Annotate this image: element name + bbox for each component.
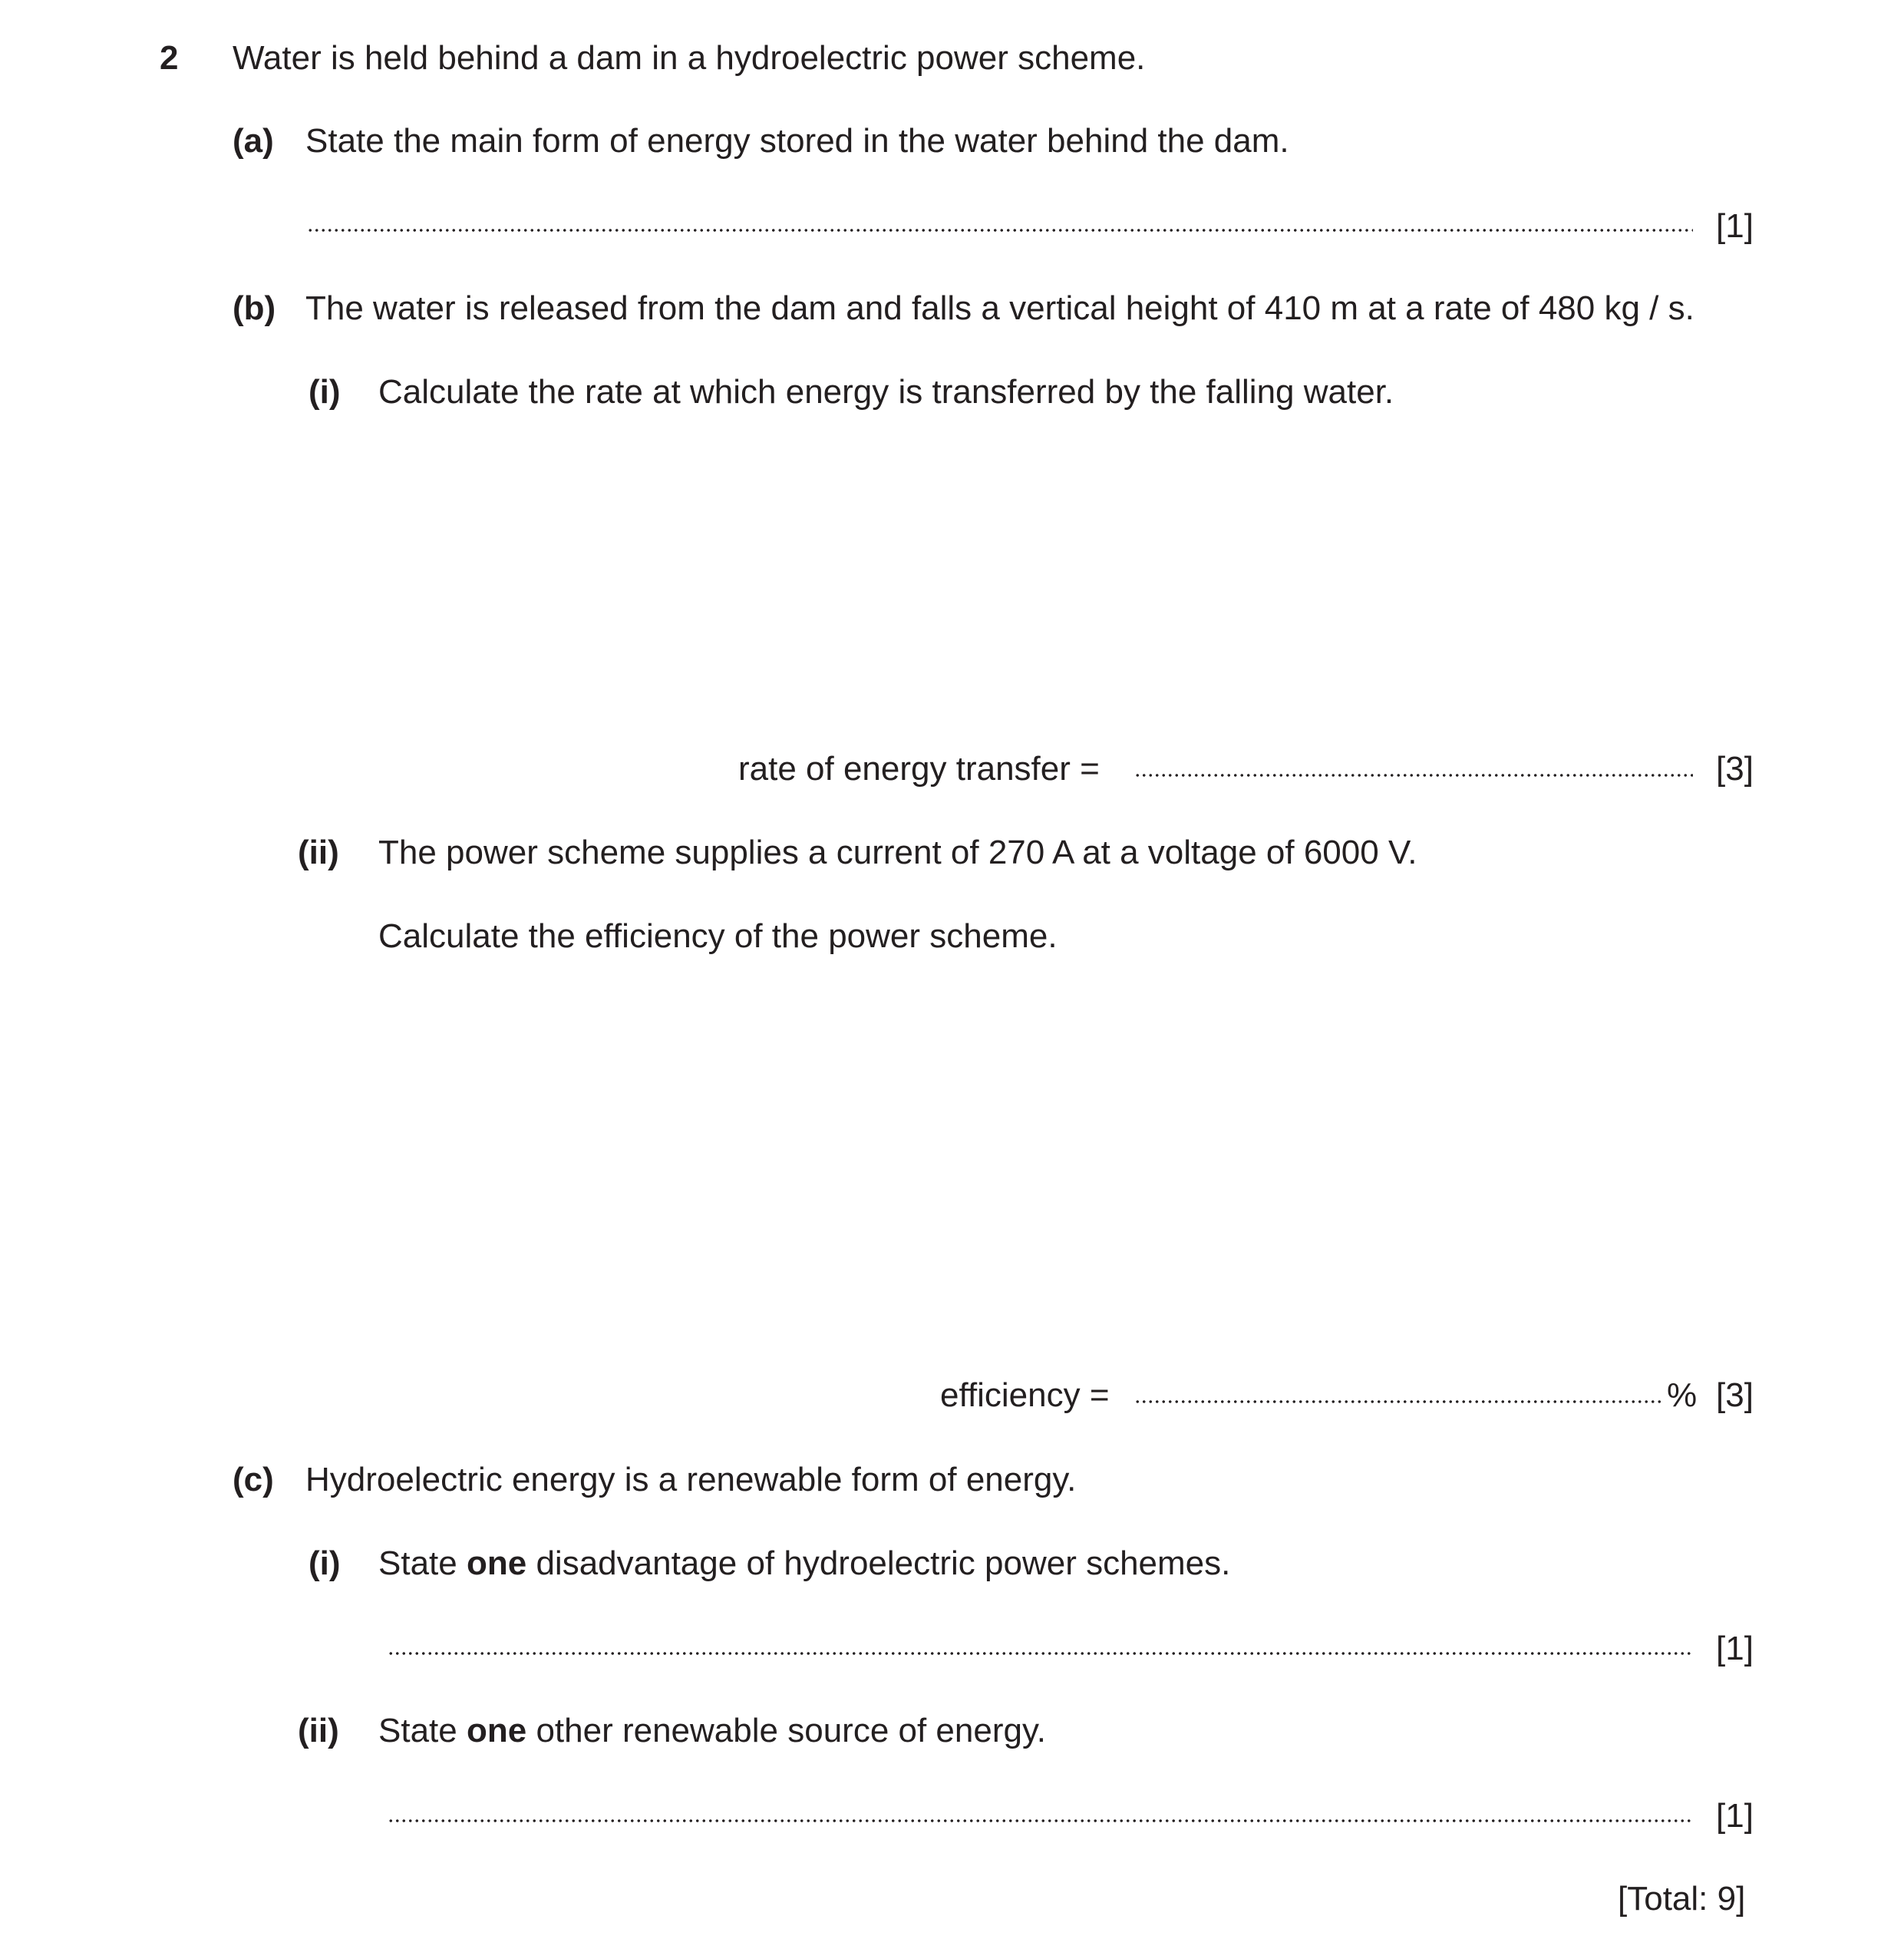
part-b-text: The water is released from the dam and falls a vertical height of 410 m at a rate of 480 kg / s. — [305, 289, 1694, 327]
part-c-i-text-after: disadvantage of hydroelectric power schemes. — [536, 1544, 1231, 1582]
question-total: [Total: 9] — [1618, 1880, 1746, 1918]
part-c-ii-text — [378, 1714, 1046, 1748]
part-b-ii-text2: Calculate the efficiency of the power scheme. — [378, 917, 1058, 955]
part-c-i-answer-line[interactable] — [388, 1652, 1693, 1655]
part-c-ii-emphasis: one — [466, 1712, 527, 1749]
part-a-text: State the main form of energy stored in the water behind the dam. — [305, 122, 1289, 160]
part-c-text: Hydroelectric energy is a renewable form of energy. — [305, 1461, 1077, 1498]
part-b-i-text: Calculate the rate at which energy is transferred by the falling water. — [378, 373, 1394, 411]
part-c-i-label: (i) — [309, 1544, 341, 1582]
question-stem: Water is held behind a dam in a hydroelectric power scheme. — [233, 39, 1146, 77]
part-c-i-marks: [1] — [1716, 1630, 1754, 1667]
part-c-ii-label: (ii) — [298, 1712, 339, 1749]
part-c-label: (c) — [233, 1461, 274, 1498]
part-c-ii-text-after: other renewable source of energy. — [536, 1712, 1046, 1749]
part-b-ii-marks: [3] — [1716, 1376, 1754, 1414]
part-a-answer-line[interactable] — [307, 229, 1693, 232]
part-c-i-text — [378, 1544, 1231, 1582]
part-b-ii-label: (ii) — [298, 834, 339, 871]
part-c-ii-marks: [1] — [1716, 1797, 1754, 1835]
part-c-ii-answer-line[interactable] — [388, 1819, 1693, 1822]
part-b-ii-text: The power scheme supplies a current of 270 A at a voltage of 6000 V. — [378, 834, 1417, 871]
part-b-i-answer-line[interactable] — [1134, 774, 1693, 777]
part-b-i-answer-label: rate of energy transfer = — [738, 750, 1100, 788]
part-b-ii-answer-line[interactable] — [1134, 1400, 1664, 1403]
part-c-i-text-before: State — [378, 1544, 457, 1582]
part-b-ii-answer-label: efficiency = — [940, 1376, 1110, 1414]
part-b-i-marks: [3] — [1716, 750, 1754, 788]
part-b-i-label: (i) — [309, 373, 341, 411]
part-a-label: (a) — [233, 122, 274, 160]
part-b-label: (b) — [233, 289, 276, 327]
question-number: 2 — [160, 39, 179, 77]
part-c-i-emphasis: one — [466, 1544, 527, 1582]
part-b-ii-unit: % — [1667, 1376, 1698, 1414]
part-a-marks: [1] — [1716, 207, 1754, 245]
part-c-ii-text-before: State — [378, 1712, 457, 1749]
